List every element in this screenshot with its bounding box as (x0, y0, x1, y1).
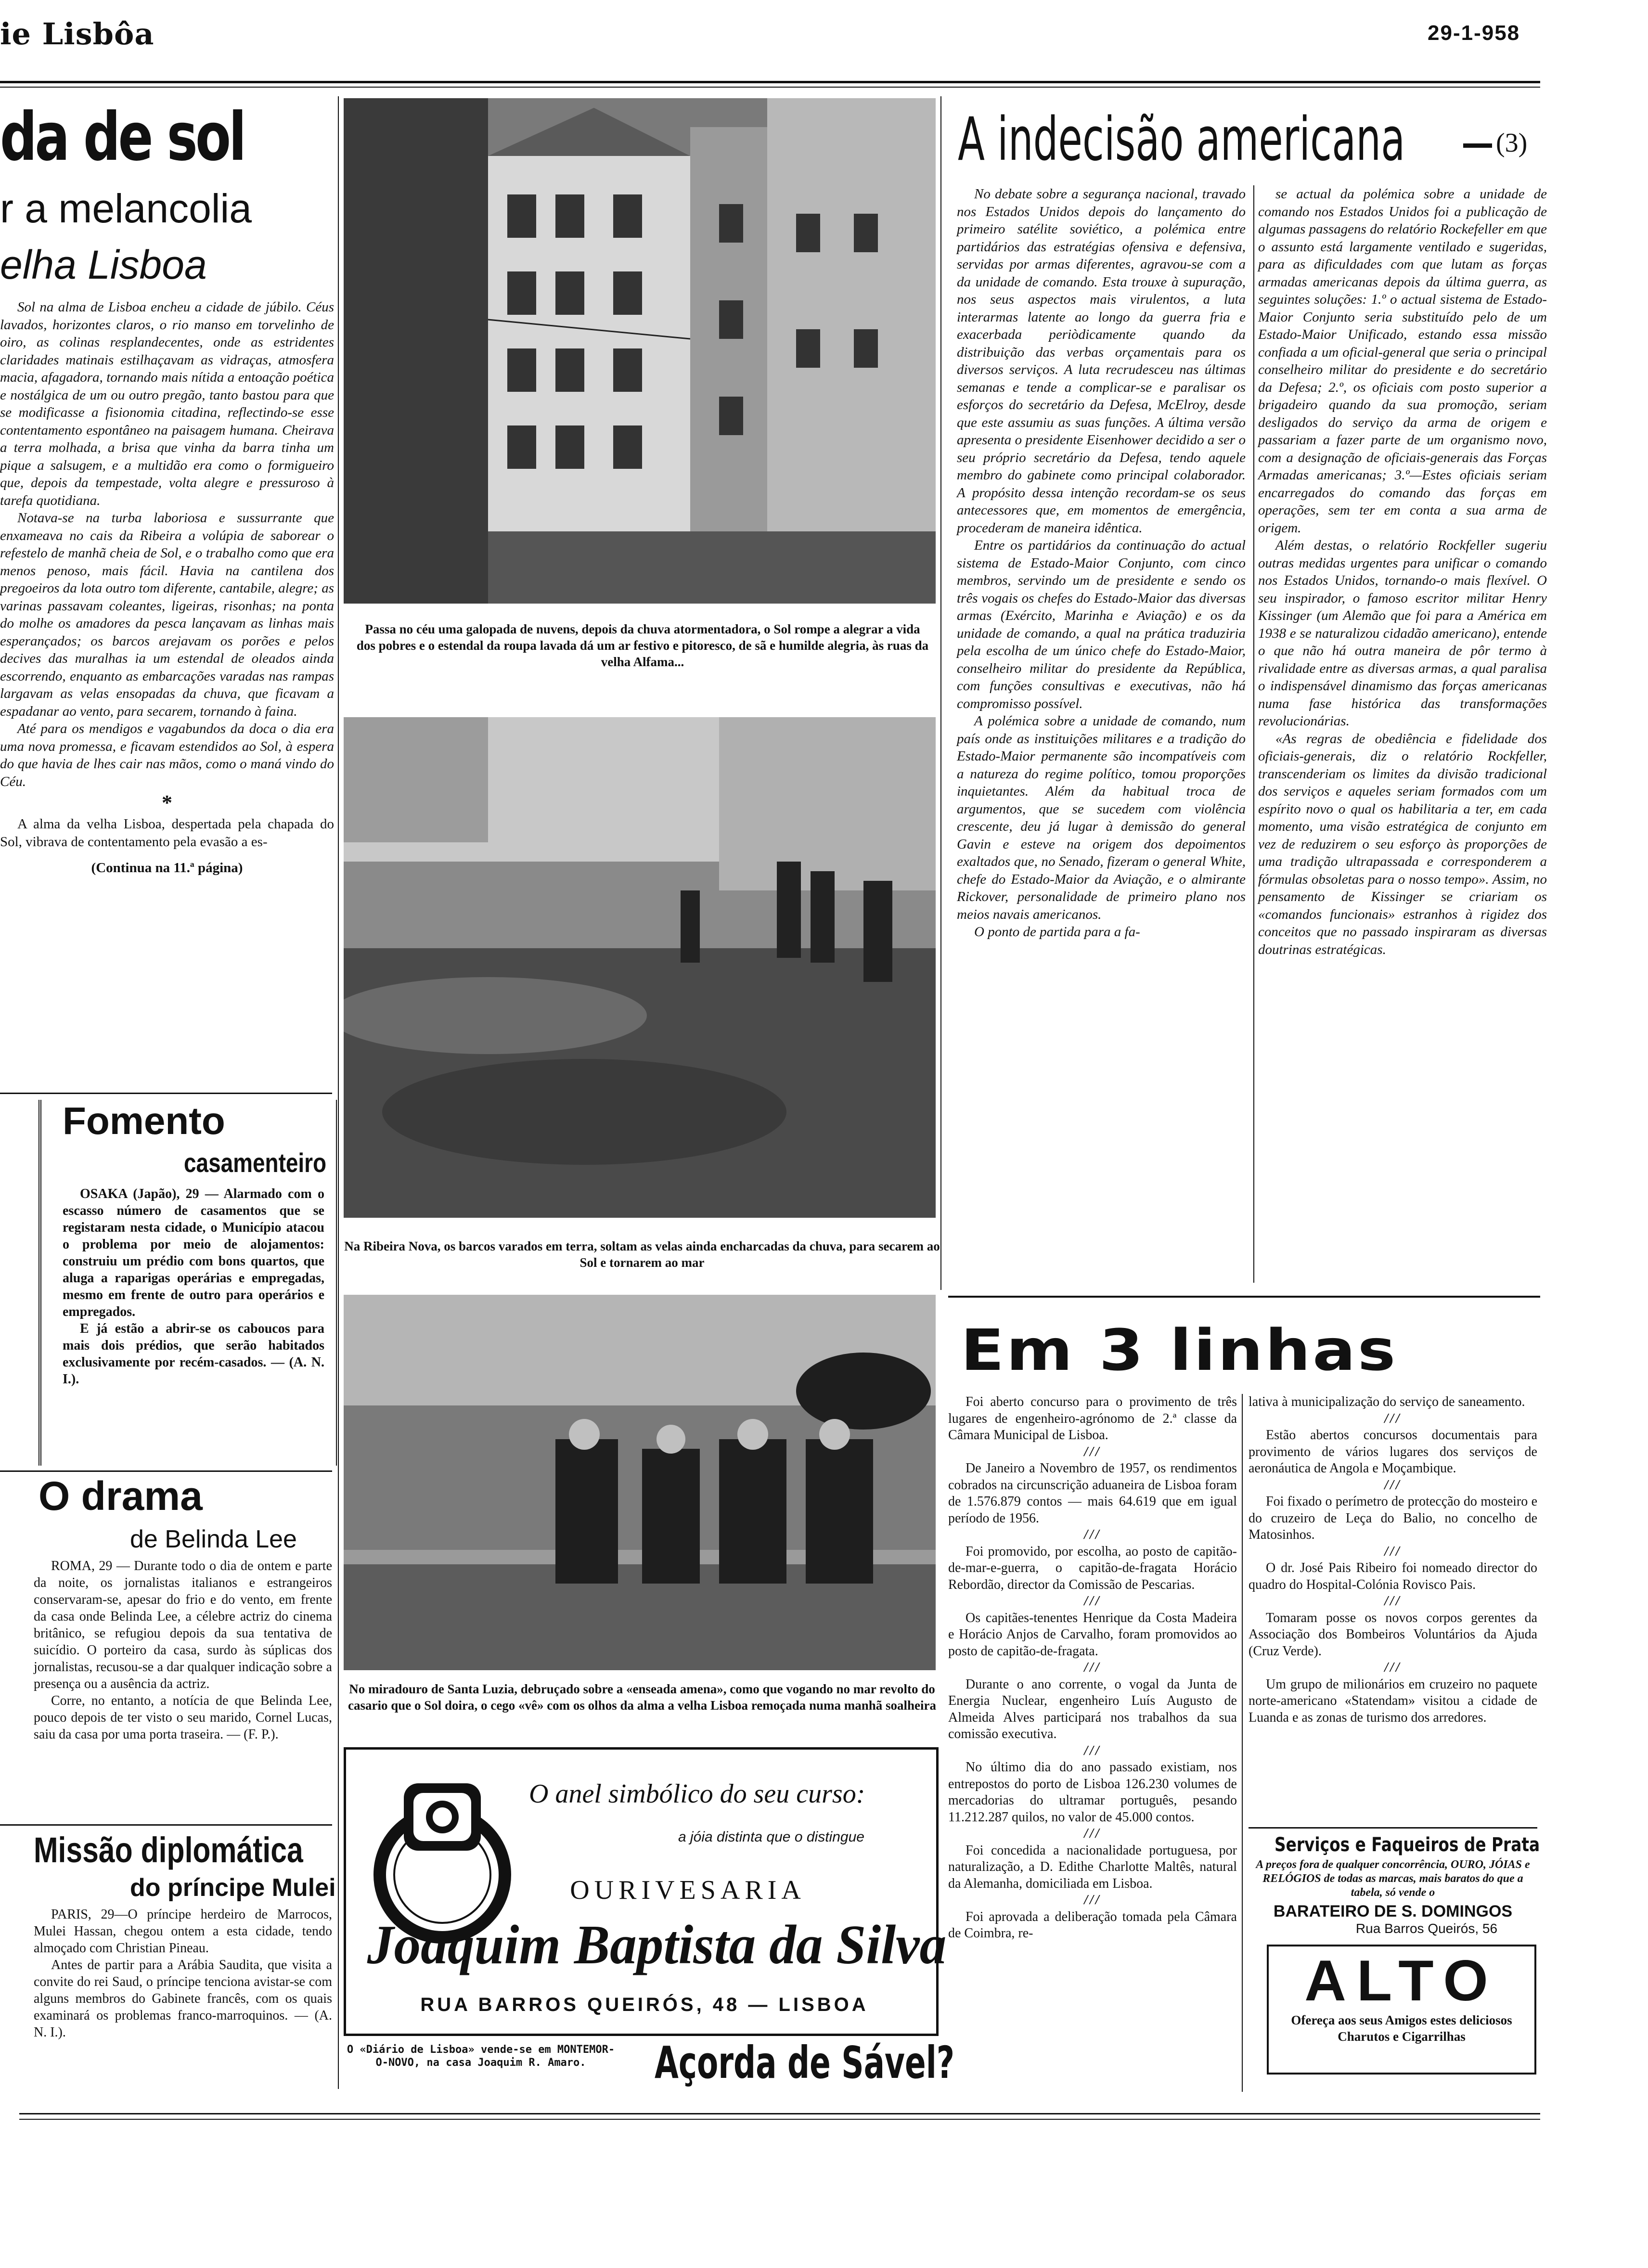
missao-article (34, 1906, 332, 2041)
ad-ourivesaria-script: Joaquim Baptista da Silva (367, 1914, 947, 1976)
separator: /// (1384, 1411, 1402, 1426)
bottom-note: O «Diário de Lisboa» vende-se em MONTEMOR-O-NOVO, na casa Joaquim R. Amaro. (347, 2044, 615, 2069)
indecisao-col-2 (1258, 185, 1547, 958)
missao-body-2: Antes de partir para a Arábia Saudita, que visita a convite do rei Saud, o príncipe tenciona avistar-se com alguns membros do Gabinete francês, com os quais examinará os problemas franco-marroquinos. — (A. N. I.). (34, 1958, 332, 2040)
separator: /// (1084, 1660, 1101, 1675)
em3linhas-item: Foi aprovada a deliberação tomada pela Câmara de Coimbra, re- (948, 1909, 1237, 1941)
em3linhas-item: Foi concedida a nacionalidade portuguesa, por naturalização, a D. Edithe Charlotte Maltês, natural da Alemanha, domiciliada em Lisboa. (948, 1843, 1237, 1891)
em3linhas-item: De Janeiro a Novembro de 1957, os rendimentos cobrados na circunscrição aduaneira de Lisboa foram de 1.576.879 contos — mais 64.619 que em igual período de 1956. (948, 1461, 1237, 1526)
drama-body: ROMA, 29 — Durante todo o dia de ontem e parte da noite, os jornalistas italianos e estrangeiros conservaram-se, apesar do frio e do vento, em frente da casa onde Belinda Lee, a célebre actriz do cinema britânico, se refugiou depois da sua tentativa de suicídio. O porteiro da casa, surdo às súplicas dos jornalistas, recusou-se a dar qualquer indicação sobre a presença ou a ausência da actriz. (34, 1559, 332, 1691)
indecisao-paragraph: Entre os partidários da continuação do actual sistema de Estado-Maior Conjunto, com cinco membros, servindo um de presidente e sendo os três vogais os chefes do Estado-Maior das diversas armas (Exército, Marinha e Aviação) e os da unidade de comando, a qual na prática traduziria pela escolha de um único chefe do Estado-Maior, conselheiro militar do presidente da República, com funções consultivas e executivas, não há compromisso possível. (957, 538, 1246, 711)
em3linhas-item: Um grupo de milionários em cruzeiro no paquete norte-americano «Statendam» visitou a cidade de Luanda e as zonas de turismo dos arredores. (1249, 1676, 1537, 1725)
ad-ourivesaria-name: OURIVESARIA (570, 1875, 806, 1905)
photo-ribeira-nova (344, 717, 936, 1218)
em3linhas-item: Foi fixado o perímetro de protecção do mosteiro e do cruzeiro de Leça do Balio, no concelho de Matosinhos. (1249, 1494, 1537, 1542)
em3linhas-col-2 (1249, 1394, 1537, 1726)
top-rule-thin (0, 87, 1540, 88)
ad-prata (1249, 1834, 1540, 1936)
ad-alto-title: ALTO (1304, 1948, 1499, 2013)
em3linhas-item: Estão abertos concursos documentais para provimento de vários lugares dos serviços de aeronáutica de Angola e Moçambique. (1249, 1428, 1537, 1476)
separator: /// (1084, 1444, 1101, 1459)
ad-alto (1267, 1945, 1536, 2075)
photo-santa-luzia (344, 1295, 936, 1670)
photo-caption-alfama: Passa no céu uma galopada de nuvens, depois da chuva atormentadora, o Sol rompe a alegrar a vida dos pobres e o estendal da roupa lavada dá um ar festivo e pitoresco, de sã e humilde alegria, às ruas da velha Alfama... (356, 622, 929, 669)
lead-paragraph: Sol na alma de Lisboa encheu a cidade de júbilo. Céus lavados, horizontes claros, o rio manso em torvelinho de oiro, as colinas resplandecentes, onde as estridentes claridades matinais estilhaçavam as vidraças, atmosfera macia, afagadora, tornando mais nítida a entoação poética e nostálgica de um ou outro pregão, tanto bastou para que se modificasse a fisionomia citadina, reflectindo-se esse contentamento espontâneo na paisagem humana. Cheirava a terra molhada, a brisa que vinha da barra tinha um pique a salsugem, e a multidão era como o formigueiro que, depois da tempestade, volta alegre e pressuroso à tarefa quotidiana. (0, 299, 334, 508)
acorda-headline: Açorda de Sável? (655, 2037, 955, 2088)
lead-article (0, 298, 334, 877)
photo-caption-santa-luzia: No miradouro de Santa Luzia, debruçado sobre a «enseada amena», como que vogando no mar revolto do casario que o Sol doira, o cego «vê» com os olhos da alma a velha Lisboa remoçada numa manhã soalheira (348, 1682, 937, 1713)
divider (1249, 1827, 1537, 1829)
indecisao-title: A indecisão americana (958, 105, 1405, 174)
separator: /// (1384, 1594, 1402, 1609)
missao-title: Missão diplomática (34, 1830, 303, 1870)
indecisao-paragraph: «As regras de obediência e fidelidade dos oficiais-generais, diz o relatório Rockfeller, transcenderiam os limites da divisão tradicional dos serviços e aqueles seriam formados com um espírito novo o qual os habilitaria a ter, em cada momento, uma visão estratégica de conjunto em vez de reduzirem o seu esforço às proporções de uma tradição ultrapassada e corresponderem a fórmulas obsoletas para o nosso tempo». Assim, no pensamento de Kissinger se criariam os «comandos funcionais» estranhos à rigidez dos conceitos que no passado inspiraram as diversas doutrinas estratégicas. (1258, 731, 1547, 957)
ad-ourivesaria-address: RUA BARROS QUEIRÓS, 48 — LISBOA (420, 1994, 869, 2015)
ad-prata-address: Rua Barros Queirós, 56 (1355, 1921, 1498, 1936)
indecisao-dash (1463, 143, 1492, 148)
photo-caption-ribeira: Na Ribeira Nova, os barcos varados em terra, soltam as velas ainda encharcadas da chuva, para secarem ao Sol e tornarem ao mar (344, 1239, 940, 1270)
indecisao-paragraph: A polémica sobre a unidade de comando, num país onde as instituições militares e a tradição do Estado-Maior permanente são incompatíveis com a natureza do regime político, tomou proporções inquietantes. Além da habitual troca de argumentos, que se sucedem com violência crescente, deu já lugar à demissão do general Gavin e esteve na origem dos depoimentos exaltados que, no Senado, fizeram o general White, chefe do Estado-Maior da Aviação, e o almirante Rickover, personalidade de primeiro plano nos meios navais americanos. (957, 713, 1246, 922)
em3linhas-item: Foi aberto concurso para o provimento de três lugares de engenheiro-agrónomo de 2.ª classe da Câmara Municipal de Lisboa. (948, 1394, 1237, 1443)
em3linhas-title: Em 3 linhas (961, 1317, 1398, 1383)
column-rule (1242, 1394, 1243, 2092)
em3linhas-col-1 (948, 1394, 1237, 1942)
separator: /// (1384, 1477, 1402, 1493)
bottom-rule (19, 2119, 1540, 2120)
separator: /// (1084, 1826, 1101, 1841)
divider (0, 1824, 332, 1826)
ad-prata-body: A preços fora de qualquer concorrência, OURO, JÓIAS e RELÓGIOS de todas as marcas, mais baratos do que a tabela, só vende o (1256, 1858, 1530, 1899)
fomento-dateline: OSAKA (Japão), 29 — (80, 1186, 219, 1201)
separator: /// (1384, 1544, 1402, 1559)
missao-body: PARIS, 29—O príncipe herdeiro de Marrocos, Mulei Hassan, chegou ontem a esta cidade, tendo almoçado com Christian Pineau. (34, 1907, 332, 1956)
indecisao-number: (3) (1496, 128, 1528, 158)
divider (948, 1296, 1540, 1298)
drama-title: O drama (39, 1473, 203, 1519)
fomento-body: Alarmado com o escasso número de casamentos que se registaram nesta cidade, o Município atacou o problema por meio de alojamentos: construiu um prédio com bons quartos, que aluga a raparigas operárias e empregadas, mesmo em frente de outro para operários e empregados. (63, 1186, 324, 1319)
fomento-subtitle: casamenteiro (183, 1147, 326, 1178)
top-rule (0, 81, 1540, 83)
divider (0, 1093, 332, 1094)
em3linhas-item: Os capitães-tenentes Henrique da Costa Madeira e Horácio Anjos de Carvalho, foram promovidos ao posto de capitão-de-fragata. (948, 1610, 1237, 1659)
indecisao-col-1 (957, 185, 1246, 941)
lead-paragraph: Notava-se na turba laboriosa e sussurrante que enxameava no cais da Ribeira a volúpia de saborear o refestelo de manhã cheia de Sol, e o trabalho como que era menos penoso, mais fácil. Havia na cantilena dos pregoeiros da lota outro tom diferente, cantabile, alegre; as varinas passavam coleantes, ligeiras, risonhas; na ponta do molhe os amadores da pesca lançavam as linhas mais esperançados; os barcos arejavam os porões e pelos decives das muralhas ia um estendal de oleados ainda escorrendo, enquanto as embarcações varadas nas rampas largavam as velas ensopadas da chuva, que ficavam a espadanar ao vento, para secarem, tornando à faina. (0, 510, 334, 719)
section-star: * (162, 791, 172, 814)
indecisao-paragraph: se actual da polémica sobre a unidade de comando nos Estados Unidos foi a publicação de algumas passagens do relatório Rockefeller em que o assunto está largamente ventilado e sugeridas, para as dificuldades com que lutam as forças armadas americanas depois da última guerra, as seguintes soluções: 1.º o actual sistema de Estado-Maior Conjunto seria substituído pelo de um Estado-Maior Unificado, estando essa missão confiada a um oficial-general que seria o principal conselheiro militar do presidente e do secretário da Defesa; 2.º, os oficiais com posto superior a brigadeiro quando da sua promoção, seriam desligados do serviço da arma de origem e passariam a fazer parte de um organismo novo, com a designação de oficiais-generais das Forças Armadas americanas; 3.º—Estes oficiais seriam encarregados do comando das forças em operações, sem ter em conta a sua arma de origem. (1258, 186, 1547, 536)
indecisao-paragraph: O ponto de partida para a fa- (974, 924, 1140, 940)
em3linhas-item: Tomaram posse os novos corpos gerentes da Associação dos Bombeiros Voluntários da Ajuda (Cruz Verde). (1249, 1610, 1537, 1659)
bottom-rule (19, 2113, 1540, 2114)
photo-alfama (344, 98, 936, 604)
ad-prata-title: Serviços e Faqueiros de Prata (1275, 1834, 1540, 1856)
separator: /// (1084, 1527, 1101, 1542)
drama-body-2: Corre, no entanto, a notícia de que Belinda Lee, pouco depois de ter visto o seu marido, Cornel Lucas, saiu da casa por uma porta traseira. — (F. P.). (34, 1693, 332, 1742)
em3linhas-item: Foi promovido, por escolha, ao posto de capitão-de-mar-e-guerra, o capitão-de-fragata Horácio Rebordão, director da Comissão de Pescarias. (948, 1544, 1237, 1592)
fomento-box (39, 1100, 339, 1466)
column-rule (940, 96, 941, 1290)
ad-prata-name: BARATEIRO DE S. DOMINGOS (1273, 1902, 1513, 1920)
indecisao-paragraph: No debate sobre a segurança nacional, travado nos Estados Unidos depois do lançamento do primeiro satélite soviético, a polémica entre partidários das estratégias ofensiva e defensiva, servidas por armas diferentes, agravou-se com a da unidade de comando. Esta trouxe à supuração, nos seus aspectos mais virulentos, a luta interarmas latente ao longo da guerra fria e exacerbada periòdicamente quando da distribuição das verbas orçamentais para os diversos serviços. A luta recrudesceu nas últimas semanas e tende a complicar-se e paralisar os esforços do secretário da Defesa, McElroy, desde que este assumiu as suas funções. A última versão apresenta o presidente Eisenhower decidido a ser o seu próprio secretário da Defesa, tendo aquele membro do gabinete como principal colaborador. A propósito dessa intenção recordam-se os seus antecessores que, em momentos de emergência, procederam de maneira idêntica. (957, 186, 1246, 536)
em3linhas-item: O dr. José Pais Ribeiro foi nomeado director do quadro do Hospital-Colónia Rovisco Pais. (1249, 1560, 1537, 1592)
column-rule (338, 96, 339, 2089)
lead-subhead-2: elha Lisboa (0, 242, 207, 287)
fomento-body-2: E já estão a abrir-se os caboucos para mais dois prédios, que serão habitados exclusivamente por recém-casados. — (A. N. I.). (63, 1321, 324, 1387)
separator: /// (1084, 1594, 1101, 1609)
masthead (0, 0, 1648, 63)
masthead-date: 29-1-958 (1428, 21, 1520, 45)
em3linhas-item: Durante o ano corrente, o vogal da Junta de Energia Nuclear, engenheiro Luís Augusto de Almeida Alves participará nos trabalhos da sua comissão executiva. (948, 1676, 1237, 1741)
ad-alto-body: Ofereça aos seus Amigos estes deliciosos Charutos e Cigarrilhas (1291, 2013, 1512, 2044)
separator: /// (1084, 1893, 1101, 1907)
indecisao-paragraph: Além destas, o relatório Rockfeller sugeriu outras medidas urgentes para unificar o comando nos Estados Unidos, tornando-o mais flexível. O seu inspirador, o famoso escritor militar Henry Kissinger (um Alemão que foi para a América em 1938 e se naturalizou cidadão americano), entende o que não há outra maneira de pôr termo à rivalidade entre as diversas armas, a qual paralisa o indispensável dinamismo das forças americanas numa fase histórica das transformações revolucionárias. (1258, 538, 1547, 729)
ad-ourivesaria (344, 1747, 947, 2036)
ad-ourivesaria-slogan: O anel simbólico do seu curso: (529, 1779, 865, 1809)
column-rule (1253, 185, 1254, 1283)
masthead-title: ie Lisbôa (0, 16, 154, 52)
drama-article (34, 1558, 332, 1743)
continue-note: (Continua na 11.ª página) (91, 860, 243, 876)
lead-subhead-1: r a melancolia (0, 186, 252, 231)
fomento-title: Fomento (63, 1099, 225, 1142)
separator: /// (1384, 1660, 1402, 1675)
ad-ourivesaria-sub: a jóia distinta que o distingue (678, 1829, 864, 1845)
drama-subtitle: de Belinda Lee (130, 1525, 297, 1553)
missao-subtitle: do príncipe Mulei (130, 1874, 336, 1902)
indecisao-headline (958, 106, 1497, 173)
separator: /// (1084, 1743, 1101, 1758)
lead-tail: A alma da velha Lisboa, despertada pela chapada do Sol, vibrava de contentamento pela evasão a es- (0, 816, 334, 850)
em3linhas-item: lativa à municipalização do serviço de saneamento. (1249, 1394, 1525, 1409)
em3linhas-item: No último dia do ano passado existiam, nos entrepostos do porto de Lisboa 126.230 volumes de mercadorias do ultramar português, pesando 11.212.287 quilos, no valor de 45.000 contos. (948, 1760, 1237, 1825)
lead-headline: da de sol (0, 98, 245, 176)
lead-paragraph: Até para os mendigos e vagabundos da doca o dia era uma nova promessa, e ficavam estendidos ao Sol, à espera do que havia de lhes cair nas mãos, como o maná vindo do Céu. (0, 721, 334, 789)
